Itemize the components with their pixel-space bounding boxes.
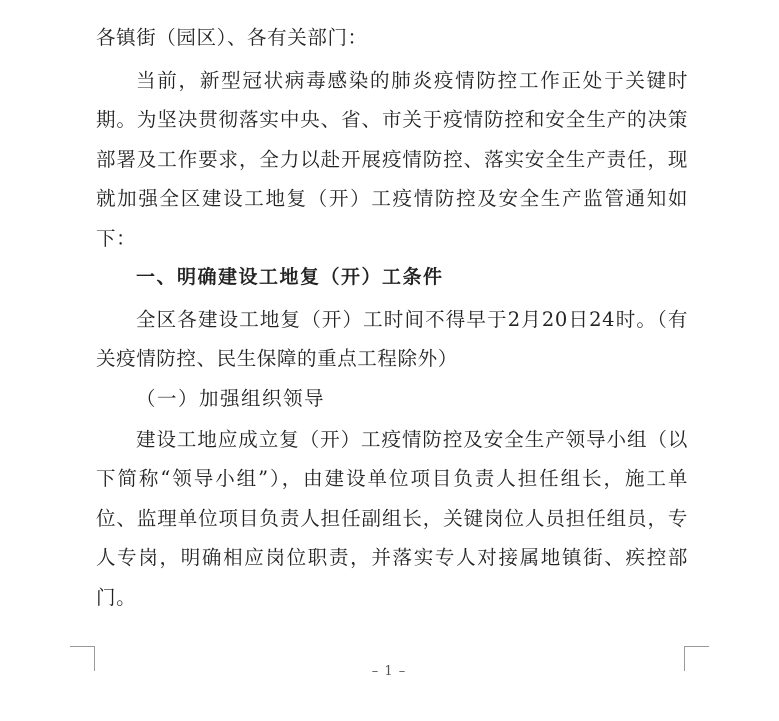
subsection-1-paragraph: 建设工地应成立复（开）工疫情防控及安全生产领导小组（以下简称“领导小组”），由建设单位项目负责人担任组长，施工单位、监理单位项目负责人担任副组长，关键岗位人员担任组员，专人专岗，明确相应岗位职责，并落实专人对接属地镇街、疾控部门。 xyxy=(96,428,688,609)
subsection-heading-1: （一）加强组织领导 xyxy=(136,387,326,410)
intro-paragraph: 当前，新型冠状病毒感染的肺炎疫情防控工作正处于关键时期。为坚决贯彻落实中央、省、市关于疫情防控和安全生产的决策部署及工作要求，全力以赴开展疫情防控、落实安全生产责任，现就加强全区建设工地复（开）工疫情防控及安全生产监管通知如下： xyxy=(96,69,688,250)
crop-mark-right xyxy=(684,646,709,671)
crop-mark-left xyxy=(70,646,95,671)
section-1-paragraph: 全区各建设工地复（开）工时间不得早于2月20日24时。（有关疫情防控、民生保障的重点工程除外） xyxy=(96,308,688,371)
page-number: – 1 – xyxy=(371,664,407,679)
addressee-line: 各镇街（园区）、各有关部门： xyxy=(96,26,368,49)
section-heading-1: 一、明确建设工地复（开）工条件 xyxy=(136,266,444,288)
